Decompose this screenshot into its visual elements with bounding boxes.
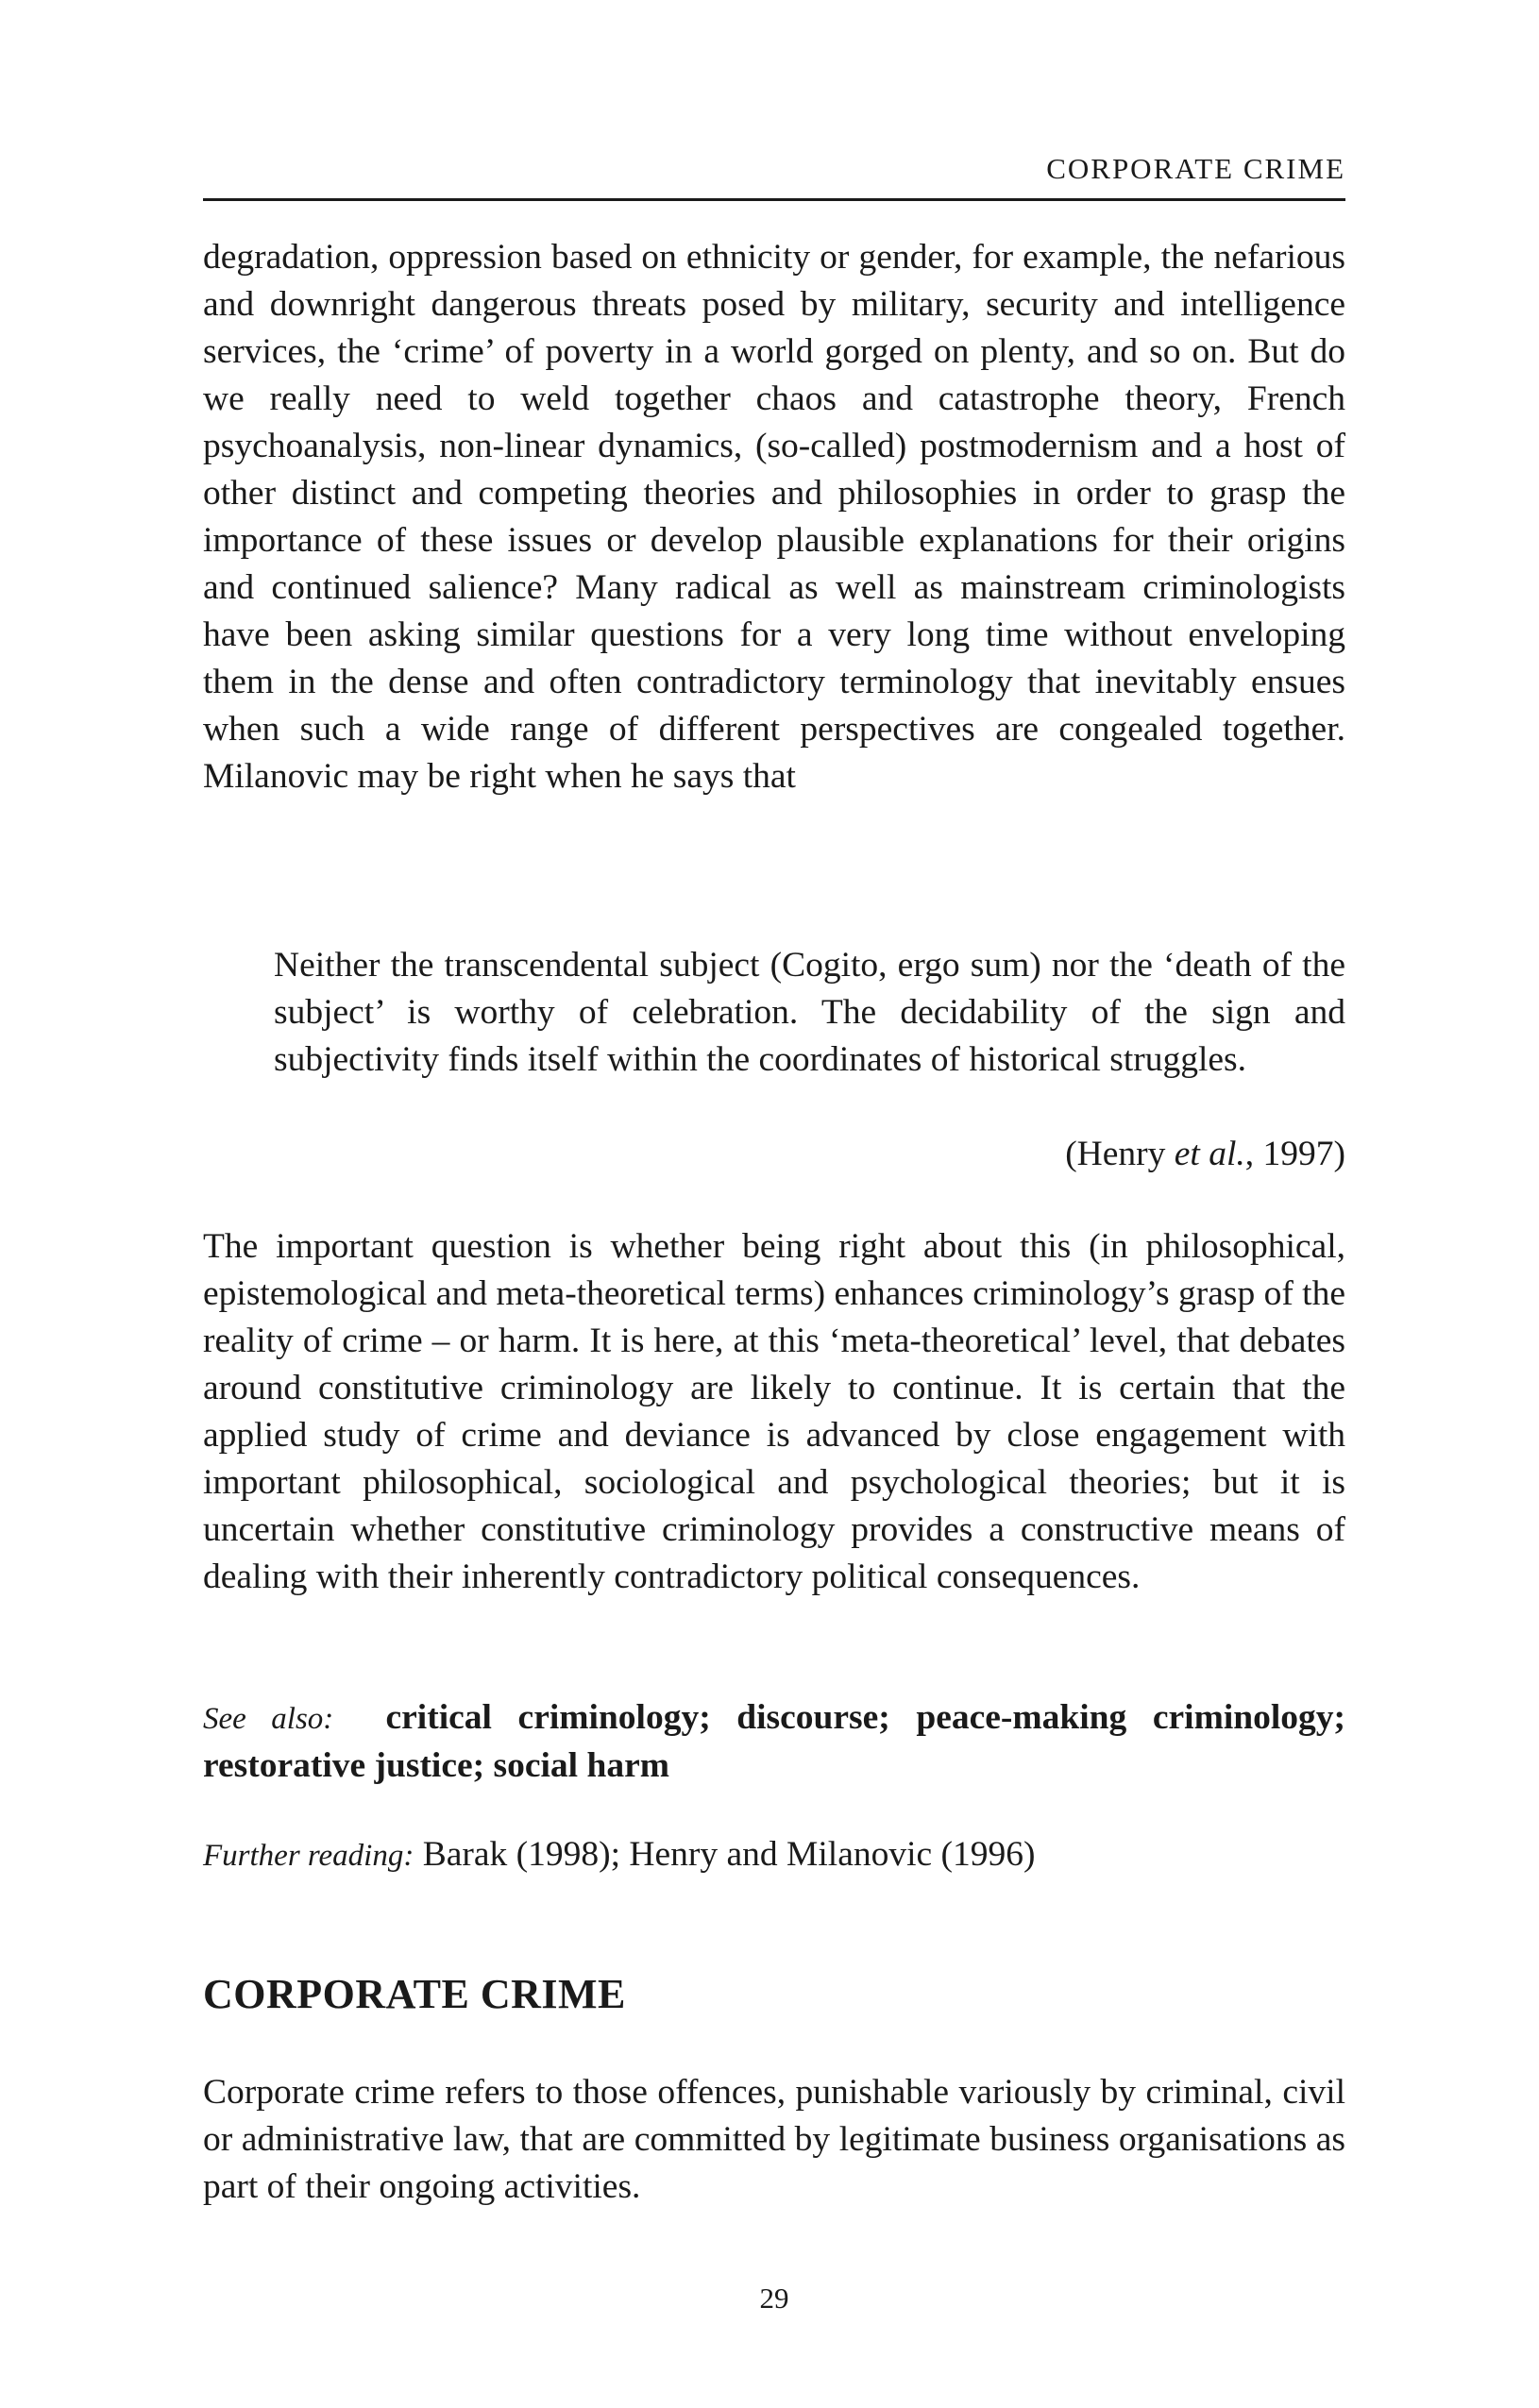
header-rule: [203, 198, 1345, 201]
further-reading-label: Further reading: [203, 1839, 404, 1873]
further-reading-refs: Barak (1998); Henry and Milanovic (1996): [422, 1835, 1036, 1874]
paragraph-1: degradation, oppression based on ethnicity or gender, for example, the nefarious and downright dangerous threats posed by military, security and intelligence services, the ‘crime’ of poverty in a world gorged on plenty, and so on. But do we really need to weld together chaos and catastrophe theory, French psychoanalysis, non-linear dynamics, (so-called) postmodernism and a host of other distinct and competing theories and philosophies in order to grasp the importance of these issues or develop plausible explanations for their origins and continued salience? Many radical as well as mainstream criminologists have been asking similar questions for a very long time without enveloping them in the dense and often contradictory terminology that inevitably ensues when such a wide range of different perspectives are congealed together. Milanovic may be right when he says that: [203, 238, 1345, 796]
see-also-terms: critical criminology; discourse; peace-making criminology; restorative justice; social harm: [203, 1698, 1346, 1785]
see-also-label: See also: [203, 1702, 324, 1736]
page-number: 29: [759, 2282, 789, 2315]
running-head: CORPORATE CRIME: [1046, 152, 1345, 185]
block-quote: Neither the transcendental subject (Cogito, ergo sum) nor the ‘death of the subject’ is worthy of celebration. The decidability of the sign and subjectivity finds itself within the coordinates of historical struggles.: [274, 946, 1345, 1079]
book-page: [203, 0, 1345, 2408]
citation-open: (Henry: [1065, 1135, 1175, 1173]
paragraph-3: Corporate crime refers to those offences, punishable variously by criminal, civil or administrative law, that are committed by legitimate business organisations as part of their ongoing activities.: [203, 2073, 1345, 2206]
further-reading: Further reading: Barak (1998); Henry and Milanovic (1996): [203, 1835, 1036, 1874]
section-heading: CORPORATE CRIME: [203, 1971, 626, 2017]
citation-italic: et al.: [1174, 1135, 1245, 1173]
see-also: See also: critical criminology; discourse; peace-making criminology; restorative justice; social harm: [203, 1698, 1346, 1785]
citation-close: , 1997): [1244, 1135, 1345, 1173]
quote-citation: [1065, 1131, 1345, 1178]
paragraph-2: The important question is whether being right about this (in philosophical, epistemological and meta-theoretical terms) enhances criminology’s grasp of the reality of crime – or harm. It is here, at this ‘meta-theoretical’ level, that debates around constitutive criminology are likely to continue. It is certain that the applied study of crime and deviance is advanced by close engagement with important philosophical, sociological and psychological theories; but it is uncertain whether constitutive criminology provides a constructive means of dealing with their inherently contradictory political consequences.: [203, 1227, 1345, 1596]
